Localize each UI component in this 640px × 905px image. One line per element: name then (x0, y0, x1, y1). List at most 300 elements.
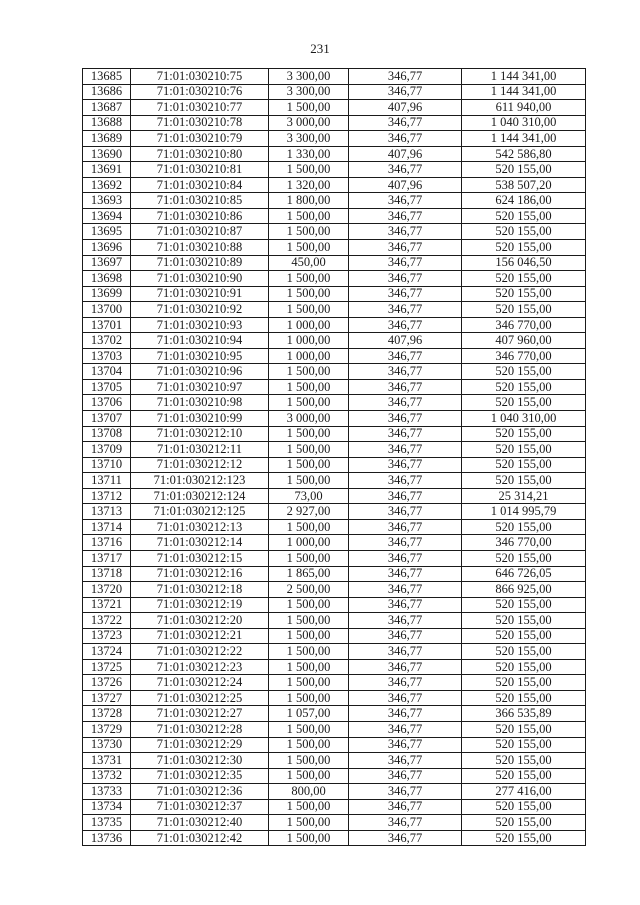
table-row (83, 488, 586, 504)
cadastral-number-cell: 71:01:030210:85 (131, 193, 269, 209)
value-cell: 520 155,00 (462, 815, 586, 831)
value-cell: 538 507,20 (462, 177, 586, 193)
cadastral-number-cell: 71:01:030210:96 (131, 364, 269, 380)
area-cell: 3 300,00 (269, 84, 349, 100)
cadastral-number-cell: 71:01:030212:11 (131, 442, 269, 458)
row-number-cell: 13722 (83, 613, 131, 629)
value-cell: 611 940,00 (462, 100, 586, 116)
area-cell: 1 865,00 (269, 566, 349, 582)
rate-cell: 346,77 (349, 737, 462, 753)
area-cell: 1 500,00 (269, 271, 349, 287)
value-cell: 1 014 995,79 (462, 504, 586, 520)
value-cell: 520 155,00 (462, 768, 586, 784)
cadastral-number-cell: 71:01:030212:37 (131, 799, 269, 815)
rate-cell: 346,77 (349, 597, 462, 613)
area-cell: 1 500,00 (269, 240, 349, 256)
row-number-cell: 13696 (83, 240, 131, 256)
row-number-cell: 13700 (83, 302, 131, 318)
table-row (83, 100, 586, 116)
row-number-cell: 13724 (83, 644, 131, 660)
cadastral-number-cell: 71:01:030210:93 (131, 317, 269, 333)
row-number-cell: 13711 (83, 473, 131, 489)
row-number-cell: 13688 (83, 115, 131, 131)
area-cell: 1 500,00 (269, 457, 349, 473)
row-number-cell: 13734 (83, 799, 131, 815)
row-number-cell: 13730 (83, 737, 131, 753)
value-cell: 520 155,00 (462, 426, 586, 442)
table-row (83, 224, 586, 240)
row-number-cell: 13732 (83, 768, 131, 784)
value-cell: 156 046,50 (462, 255, 586, 271)
cadastral-number-cell: 71:01:030212:23 (131, 659, 269, 675)
value-cell: 520 155,00 (462, 721, 586, 737)
row-number-cell: 13709 (83, 442, 131, 458)
row-number-cell: 13702 (83, 333, 131, 349)
value-cell: 520 155,00 (462, 271, 586, 287)
cadastral-number-cell: 71:01:030210:77 (131, 100, 269, 116)
row-number-cell: 13695 (83, 224, 131, 240)
row-number-cell: 13714 (83, 519, 131, 535)
area-cell: 1 320,00 (269, 177, 349, 193)
table-row (83, 255, 586, 271)
table-row (83, 442, 586, 458)
table-row (83, 271, 586, 287)
cadastral-number-cell: 71:01:030210:88 (131, 240, 269, 256)
cadastral-number-cell: 71:01:030212:28 (131, 721, 269, 737)
table-row (83, 411, 586, 427)
rate-cell: 346,77 (349, 721, 462, 737)
table-row (83, 566, 586, 582)
area-cell: 1 500,00 (269, 597, 349, 613)
table-row (83, 737, 586, 753)
rate-cell: 346,77 (349, 815, 462, 831)
row-number-cell: 13687 (83, 100, 131, 116)
value-cell: 542 586,80 (462, 146, 586, 162)
cadastral-number-cell: 71:01:030210:75 (131, 69, 269, 85)
rate-cell: 346,77 (349, 644, 462, 660)
area-cell: 1 000,00 (269, 348, 349, 364)
area-cell: 1 500,00 (269, 675, 349, 691)
value-cell: 407 960,00 (462, 333, 586, 349)
value-cell: 520 155,00 (462, 659, 586, 675)
cadastral-number-cell: 71:01:030210:91 (131, 286, 269, 302)
area-cell: 1 500,00 (269, 659, 349, 675)
value-cell: 520 155,00 (462, 519, 586, 535)
rate-cell: 346,77 (349, 348, 462, 364)
rate-cell: 346,77 (349, 519, 462, 535)
row-number-cell: 13726 (83, 675, 131, 691)
cadastral-number-cell: 71:01:030210:81 (131, 162, 269, 178)
table-row (83, 69, 586, 85)
table-row (83, 675, 586, 691)
area-cell: 1 500,00 (269, 737, 349, 753)
row-number-cell: 13717 (83, 550, 131, 566)
table-row (83, 815, 586, 831)
row-number-cell: 13699 (83, 286, 131, 302)
row-number-cell: 13718 (83, 566, 131, 582)
area-cell: 1 500,00 (269, 550, 349, 566)
area-cell: 1 500,00 (269, 286, 349, 302)
area-cell: 1 500,00 (269, 799, 349, 815)
cadastral-number-cell: 71:01:030212:24 (131, 675, 269, 691)
area-cell: 1 500,00 (269, 364, 349, 380)
rate-cell: 346,77 (349, 768, 462, 784)
cadastral-number-cell: 71:01:030212:27 (131, 706, 269, 722)
cadastral-number-cell: 71:01:030212:12 (131, 457, 269, 473)
row-number-cell: 13735 (83, 815, 131, 831)
rate-cell: 346,77 (349, 488, 462, 504)
value-cell: 520 155,00 (462, 395, 586, 411)
row-number-cell: 13710 (83, 457, 131, 473)
row-number-cell: 13686 (83, 84, 131, 100)
value-cell: 520 155,00 (462, 550, 586, 566)
rate-cell: 346,77 (349, 364, 462, 380)
value-cell: 520 155,00 (462, 644, 586, 660)
table-row (83, 348, 586, 364)
cadastral-number-cell: 71:01:030212:35 (131, 768, 269, 784)
value-cell: 1 144 341,00 (462, 131, 586, 147)
rate-cell: 346,77 (349, 317, 462, 333)
row-number-cell: 13727 (83, 690, 131, 706)
area-cell: 1 330,00 (269, 146, 349, 162)
rate-cell: 346,77 (349, 504, 462, 520)
area-cell: 1 500,00 (269, 690, 349, 706)
rate-cell: 346,77 (349, 457, 462, 473)
table-row (83, 395, 586, 411)
rate-cell: 346,77 (349, 224, 462, 240)
cadastral-number-cell: 71:01:030210:79 (131, 131, 269, 147)
rate-cell: 346,77 (349, 799, 462, 815)
area-cell: 1 000,00 (269, 535, 349, 551)
table-row (83, 659, 586, 675)
area-cell: 1 500,00 (269, 208, 349, 224)
value-cell: 1 040 310,00 (462, 115, 586, 131)
value-cell: 520 155,00 (462, 830, 586, 846)
row-number-cell: 13725 (83, 659, 131, 675)
rate-cell: 407,96 (349, 177, 462, 193)
table-row (83, 597, 586, 613)
row-number-cell: 13692 (83, 177, 131, 193)
area-cell: 1 500,00 (269, 302, 349, 318)
area-cell: 1 500,00 (269, 815, 349, 831)
table-row (83, 799, 586, 815)
cadastral-number-cell: 71:01:030212:40 (131, 815, 269, 831)
rate-cell: 346,77 (349, 753, 462, 769)
cadastral-number-cell: 71:01:030212:18 (131, 582, 269, 598)
table-row (83, 162, 586, 178)
table-row (83, 830, 586, 846)
cadastral-number-cell: 71:01:030212:14 (131, 535, 269, 551)
area-cell: 800,00 (269, 784, 349, 800)
value-cell: 1 144 341,00 (462, 84, 586, 100)
value-cell: 520 155,00 (462, 737, 586, 753)
table-row (83, 240, 586, 256)
rate-cell: 346,77 (349, 255, 462, 271)
table-row (83, 457, 586, 473)
area-cell: 1 500,00 (269, 162, 349, 178)
area-cell: 1 500,00 (269, 473, 349, 489)
table-row (83, 473, 586, 489)
rate-cell: 346,77 (349, 379, 462, 395)
cadastral-number-cell: 71:01:030212:36 (131, 784, 269, 800)
rate-cell: 346,77 (349, 830, 462, 846)
value-cell: 25 314,21 (462, 488, 586, 504)
rate-cell: 346,77 (349, 473, 462, 489)
area-cell: 1 000,00 (269, 317, 349, 333)
row-number-cell: 13701 (83, 317, 131, 333)
row-number-cell: 13707 (83, 411, 131, 427)
row-number-cell: 13704 (83, 364, 131, 380)
rate-cell: 346,77 (349, 706, 462, 722)
row-number-cell: 13698 (83, 271, 131, 287)
table-row (83, 84, 586, 100)
value-cell: 346 770,00 (462, 535, 586, 551)
rate-cell: 346,77 (349, 240, 462, 256)
row-number-cell: 13731 (83, 753, 131, 769)
row-number-cell: 13693 (83, 193, 131, 209)
row-number-cell: 13685 (83, 69, 131, 85)
table-row (83, 317, 586, 333)
cadastral-number-cell: 71:01:030212:10 (131, 426, 269, 442)
rate-cell: 346,77 (349, 411, 462, 427)
row-number-cell: 13689 (83, 131, 131, 147)
value-cell: 520 155,00 (462, 208, 586, 224)
value-cell: 520 155,00 (462, 302, 586, 318)
cadastral-number-cell: 71:01:030212:123 (131, 473, 269, 489)
area-cell: 1 500,00 (269, 721, 349, 737)
table-row (83, 706, 586, 722)
value-cell: 520 155,00 (462, 597, 586, 613)
table-row (83, 753, 586, 769)
value-cell: 520 155,00 (462, 224, 586, 240)
table-row (83, 115, 586, 131)
table-row (83, 784, 586, 800)
table-row (83, 379, 586, 395)
table-row (83, 613, 586, 629)
row-number-cell: 13733 (83, 784, 131, 800)
row-number-cell: 13716 (83, 535, 131, 551)
area-cell: 1 500,00 (269, 379, 349, 395)
rate-cell: 346,77 (349, 302, 462, 318)
area-cell: 1 500,00 (269, 426, 349, 442)
table-row (83, 582, 586, 598)
cadastral-number-cell: 71:01:030210:92 (131, 302, 269, 318)
rate-cell: 346,77 (349, 426, 462, 442)
rate-cell: 346,77 (349, 628, 462, 644)
cadastral-number-cell: 71:01:030212:124 (131, 488, 269, 504)
table-body (83, 69, 586, 846)
table-row (83, 286, 586, 302)
row-number-cell: 13708 (83, 426, 131, 442)
rate-cell: 346,77 (349, 162, 462, 178)
cadastral-number-cell: 71:01:030210:95 (131, 348, 269, 364)
rate-cell: 346,77 (349, 659, 462, 675)
table-row (83, 333, 586, 349)
area-cell: 1 500,00 (269, 768, 349, 784)
cadastral-number-cell: 71:01:030210:94 (131, 333, 269, 349)
row-number-cell: 13697 (83, 255, 131, 271)
value-cell: 1 144 341,00 (462, 69, 586, 85)
value-cell: 520 155,00 (462, 379, 586, 395)
cadastral-number-cell: 71:01:030210:97 (131, 379, 269, 395)
table-row (83, 519, 586, 535)
cadastral-number-cell: 71:01:030212:20 (131, 613, 269, 629)
area-cell: 1 057,00 (269, 706, 349, 722)
row-number-cell: 13690 (83, 146, 131, 162)
row-number-cell: 13713 (83, 504, 131, 520)
row-number-cell: 13729 (83, 721, 131, 737)
cadastral-number-cell: 71:01:030212:29 (131, 737, 269, 753)
cadastral-number-cell: 71:01:030210:89 (131, 255, 269, 271)
value-cell: 366 535,89 (462, 706, 586, 722)
value-cell: 624 186,00 (462, 193, 586, 209)
rate-cell: 346,77 (349, 690, 462, 706)
cadastral-number-cell: 71:01:030210:84 (131, 177, 269, 193)
cadastral-number-cell: 71:01:030210:99 (131, 411, 269, 427)
table-row (83, 644, 586, 660)
table-row (83, 504, 586, 520)
area-cell: 1 500,00 (269, 100, 349, 116)
area-cell: 450,00 (269, 255, 349, 271)
table-row (83, 768, 586, 784)
cadastral-number-cell: 71:01:030210:87 (131, 224, 269, 240)
cadastral-number-cell: 71:01:030212:25 (131, 690, 269, 706)
row-number-cell: 13720 (83, 582, 131, 598)
rate-cell: 346,77 (349, 69, 462, 85)
cadastral-number-cell: 71:01:030210:90 (131, 271, 269, 287)
rate-cell: 346,77 (349, 286, 462, 302)
cadastral-number-cell: 71:01:030210:80 (131, 146, 269, 162)
area-cell: 1 500,00 (269, 644, 349, 660)
rate-cell: 346,77 (349, 535, 462, 551)
area-cell: 73,00 (269, 488, 349, 504)
table-row (83, 208, 586, 224)
value-cell: 520 155,00 (462, 286, 586, 302)
value-cell: 346 770,00 (462, 348, 586, 364)
area-cell: 1 500,00 (269, 224, 349, 240)
table-row (83, 302, 586, 318)
value-cell: 520 155,00 (462, 240, 586, 256)
table-row (83, 193, 586, 209)
area-cell: 3 000,00 (269, 115, 349, 131)
value-cell: 277 416,00 (462, 784, 586, 800)
area-cell: 1 800,00 (269, 193, 349, 209)
value-cell: 520 155,00 (462, 613, 586, 629)
value-cell: 520 155,00 (462, 364, 586, 380)
area-cell: 1 500,00 (269, 613, 349, 629)
row-number-cell: 13728 (83, 706, 131, 722)
rate-cell: 346,77 (349, 566, 462, 582)
value-cell: 346 770,00 (462, 317, 586, 333)
row-number-cell: 13712 (83, 488, 131, 504)
rate-cell: 346,77 (349, 613, 462, 629)
rate-cell: 346,77 (349, 84, 462, 100)
rate-cell: 346,77 (349, 582, 462, 598)
value-cell: 520 155,00 (462, 442, 586, 458)
rate-cell: 346,77 (349, 131, 462, 147)
cadastral-value-table (82, 68, 586, 846)
value-cell: 646 726,05 (462, 566, 586, 582)
value-cell: 520 155,00 (462, 457, 586, 473)
rate-cell: 407,96 (349, 100, 462, 116)
rate-cell: 346,77 (349, 550, 462, 566)
row-number-cell: 13723 (83, 628, 131, 644)
area-cell: 2 500,00 (269, 582, 349, 598)
value-cell: 520 155,00 (462, 628, 586, 644)
row-number-cell: 13706 (83, 395, 131, 411)
cadastral-number-cell: 71:01:030210:98 (131, 395, 269, 411)
cadastral-number-cell: 71:01:030212:15 (131, 550, 269, 566)
rate-cell: 407,96 (349, 146, 462, 162)
row-number-cell: 13691 (83, 162, 131, 178)
cadastral-number-cell: 71:01:030210:76 (131, 84, 269, 100)
area-cell: 1 000,00 (269, 333, 349, 349)
table-row (83, 628, 586, 644)
row-number-cell: 13694 (83, 208, 131, 224)
value-cell: 520 155,00 (462, 162, 586, 178)
area-cell: 3 300,00 (269, 69, 349, 85)
cadastral-number-cell: 71:01:030210:78 (131, 115, 269, 131)
row-number-cell: 13721 (83, 597, 131, 613)
cadastral-number-cell: 71:01:030212:21 (131, 628, 269, 644)
table-row (83, 131, 586, 147)
area-cell: 3 000,00 (269, 411, 349, 427)
row-number-cell: 13703 (83, 348, 131, 364)
table-row (83, 177, 586, 193)
area-cell: 3 300,00 (269, 131, 349, 147)
value-cell: 1 040 310,00 (462, 411, 586, 427)
rate-cell: 346,77 (349, 395, 462, 411)
row-number-cell: 13736 (83, 830, 131, 846)
table-row (83, 426, 586, 442)
value-cell: 520 155,00 (462, 799, 586, 815)
table-row (83, 146, 586, 162)
page-number: 231 (310, 41, 330, 56)
cadastral-number-cell: 71:01:030210:86 (131, 208, 269, 224)
value-cell: 520 155,00 (462, 690, 586, 706)
area-cell: 1 500,00 (269, 442, 349, 458)
value-cell: 866 925,00 (462, 582, 586, 598)
rate-cell: 346,77 (349, 271, 462, 287)
rate-cell: 407,96 (349, 333, 462, 349)
area-cell: 1 500,00 (269, 753, 349, 769)
value-cell: 520 155,00 (462, 753, 586, 769)
table-row (83, 535, 586, 551)
cadastral-number-cell: 71:01:030212:13 (131, 519, 269, 535)
value-cell: 520 155,00 (462, 473, 586, 489)
area-cell: 1 500,00 (269, 519, 349, 535)
cadastral-number-cell: 71:01:030212:22 (131, 644, 269, 660)
rate-cell: 346,77 (349, 115, 462, 131)
area-cell: 1 500,00 (269, 830, 349, 846)
table-row (83, 721, 586, 737)
cadastral-number-cell: 71:01:030212:19 (131, 597, 269, 613)
area-cell: 1 500,00 (269, 628, 349, 644)
row-number-cell: 13705 (83, 379, 131, 395)
rate-cell: 346,77 (349, 784, 462, 800)
area-cell: 2 927,00 (269, 504, 349, 520)
cadastral-number-cell: 71:01:030212:16 (131, 566, 269, 582)
table-row (83, 364, 586, 380)
rate-cell: 346,77 (349, 675, 462, 691)
rate-cell: 346,77 (349, 208, 462, 224)
rate-cell: 346,77 (349, 442, 462, 458)
cadastral-number-cell: 71:01:030212:125 (131, 504, 269, 520)
table-row (83, 550, 586, 566)
table-row (83, 690, 586, 706)
rate-cell: 346,77 (349, 193, 462, 209)
value-cell: 520 155,00 (462, 675, 586, 691)
